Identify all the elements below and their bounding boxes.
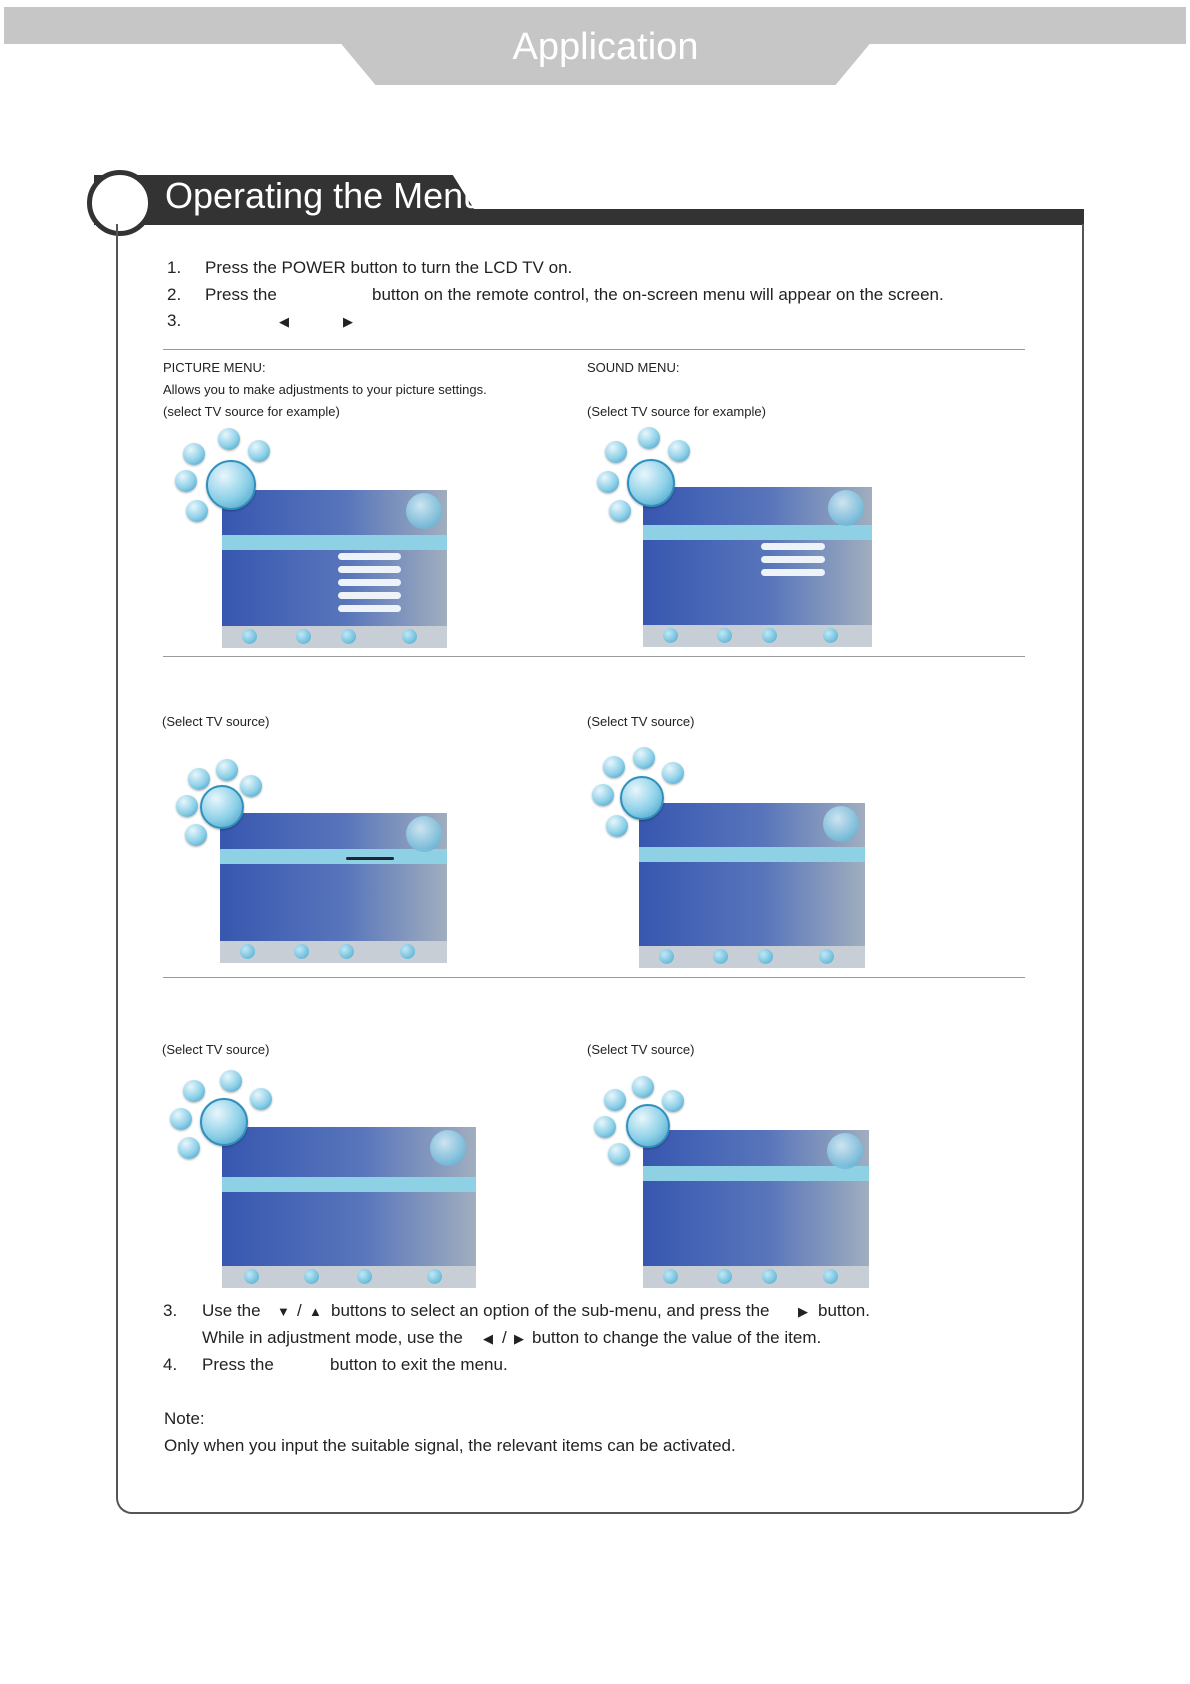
section-title: Operating the Menu xyxy=(165,175,484,216)
right-arrow-icon: ▶ xyxy=(798,1304,808,1319)
note-title: Note: xyxy=(164,1409,205,1428)
sound-menu-note: (Select TV source for example) xyxy=(587,404,766,419)
sound-menu-title: SOUND MENU: xyxy=(587,360,680,375)
separator-2 xyxy=(163,656,1025,657)
right-arrow-icon: ▶ xyxy=(343,314,353,329)
step-b3-slash: / xyxy=(297,1301,302,1320)
left-arrow-icon: ◀ xyxy=(483,1331,493,1346)
step-b4-number: 4. xyxy=(163,1355,178,1374)
picture-menu-desc: Allows you to make adjustments to your picture settings. xyxy=(163,382,487,397)
step-2-text-b: button on the remote control, the on-screen menu will appear on the screen. xyxy=(372,285,944,304)
row3-right-note: (Select TV source) xyxy=(587,1042,695,1057)
note-text: Only when you input the suitable signal, the relevant items can be activated. xyxy=(164,1436,736,1455)
step-2-number: 2. xyxy=(167,285,182,304)
step-b3-number: 3. xyxy=(163,1301,178,1320)
step-b4-text-b: button to exit the menu. xyxy=(330,1355,508,1374)
left-arrow-icon: ◀ xyxy=(279,314,289,329)
picture-menu-title: PICTURE MENU: xyxy=(163,360,266,375)
step-b3-text-a: Use the xyxy=(202,1301,261,1320)
step-3-number: 3. xyxy=(167,311,182,330)
right-arrow-icon: ▶ xyxy=(514,1331,524,1346)
step-b3-text-c: buttons to select an option of the sub-menu, and press the xyxy=(331,1301,770,1320)
row2-left-note: (Select TV source) xyxy=(162,714,270,729)
step-b3-line2-c: button to change the value of the item. xyxy=(532,1328,822,1347)
row2-right-note: (Select TV source) xyxy=(587,714,695,729)
step-2-text-a: Press the xyxy=(205,285,277,304)
separator-1 xyxy=(163,349,1025,350)
picture-menu-note: (select TV source for example) xyxy=(163,404,340,419)
row3-left-note: (Select TV source) xyxy=(162,1042,270,1057)
down-arrow-icon: ▼ xyxy=(277,1304,290,1319)
page-title: Application xyxy=(512,26,699,68)
step-b3-line2-a: While in adjustment mode, use the xyxy=(202,1328,463,1347)
up-arrow-icon: ▲ xyxy=(309,1304,322,1319)
step-b3-line2-slash: / xyxy=(502,1328,507,1347)
step-b3-text-d: button. xyxy=(818,1301,870,1320)
step-b4-text-a: Press the xyxy=(202,1355,274,1374)
separator-3 xyxy=(163,977,1025,978)
step-1-text: Press the POWER button to turn the LCD TV on. xyxy=(205,258,573,277)
step-1-number: 1. xyxy=(167,258,182,277)
